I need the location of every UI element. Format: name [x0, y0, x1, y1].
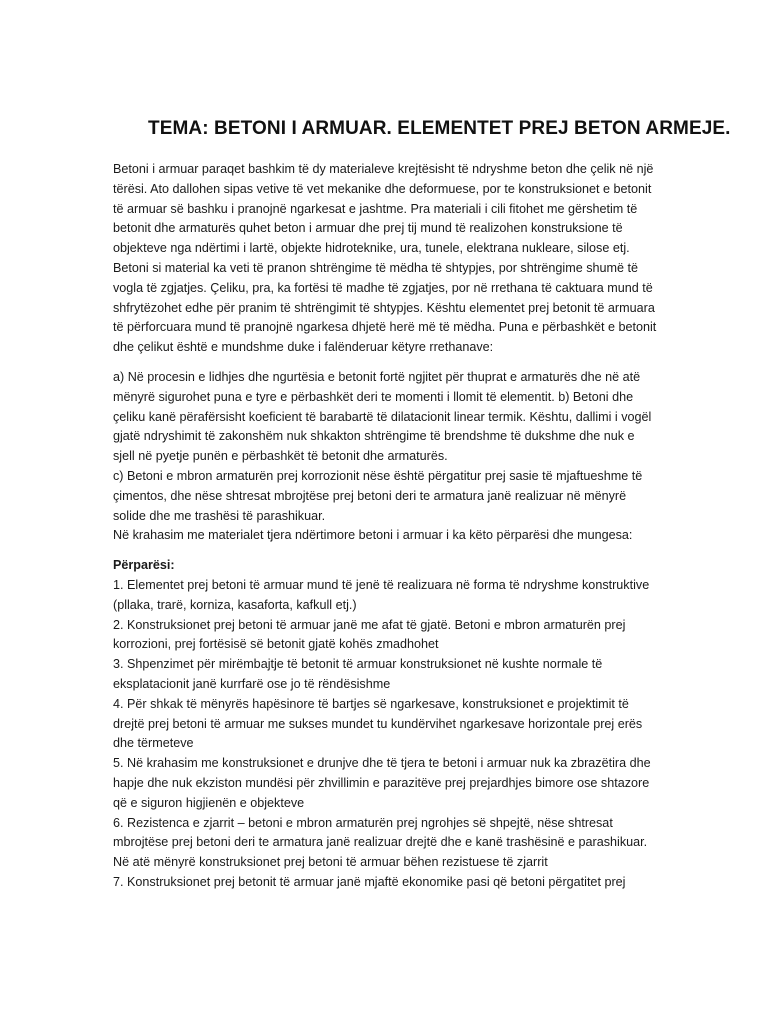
advantages-heading: Përparësi: — [113, 558, 175, 573]
paragraph-intro-1: Betoni i armuar paraqet bashkim të dy materialeve krejtësisht të ndryshme beton dhe çelik në një tërësi. Ato dallohen sipas vetive të vet mekanike dhe deformuese, por te konstruksionet e betonit të armuar së bashku i pranojnë ngarkesat e jashtme. Pra materiali i cili fitohet me gërshetim të betonit dhe armaturës quhet beton i armuar dhe prej tij mund të realizohen konstruksione të objekteve nga ndërtimi i lartë, objekte hidroteknike, ura, tunele, elektrana nukleare, silose etj. — [113, 162, 654, 256]
advantage-item-7: 7. Konstruksionet prej betonit të armuar janë mjaftë ekonomike pasi që betoni përgatitet prej — [113, 874, 626, 889]
paragraph-comparison: Në krahasim me materialet tjera ndërtimore betoni i armuar i ka këto përparësi dhe mungesa: — [113, 528, 633, 543]
advantage-item-6: 6. Rezistenca e zjarrit – betoni e mbron armaturën prej ngrohjes së shpejtë, nëse shtresat mbrojtëse prej betoni deri te armatura janë realizuar drejtë dhe e kanë trashësinë e parashikuar. Në atë mënyrë konstruksionet prej betoni të armuar bëhen rezistuese të zjarrit — [113, 815, 648, 870]
paragraph-item-a: a) Në procesin e lidhjes dhe ngurtësia e betonit fortë ngjitet për thuprat e armaturës dhe në atë mënyrë sigurohet puna e tyre e përbashkët deri te momenti i llomit të elementit. b) Betoni dhe çeliku kanë përafërsisht koeficient të barabartë të dilatacionit linear termik. Kështu, dallimi i vogël gjatë ndryshimit të zakonshëm nuk shkakton shtrëngime të brendshme të dukshme dhe nuk e sjell në pyetje punën e përbashkët të betonit dhe armaturës. — [113, 369, 652, 464]
advantage-item-4: 4. Për shkak të mënyrës hapësinore të bartjes së ngarkesave, konstruksionet e projektimit të drejtë prej betoni të armuar me sukses mundet tu kundërvihet ngarkesave horizontale prej erës dhe tërmeteve — [113, 696, 643, 751]
document-title: TEMA: BETONI I ARMUAR. ELEMENTET PREJ BETON ARMEJE. — [148, 118, 731, 139]
advantage-item-1: 1. Elementet prej betoni të armuar mund të jenë të realizuara në forma të ndryshme konstruktive (pllaka, trarë, korniza, kasaforta, kafkull etj.) — [113, 577, 650, 612]
advantage-item-5: 5. Në krahasim me konstruksionet e drunjve dhe të tjera te betoni i armuar nuk ka zbrazëtira dhe hapje dhe nuk ekziston mundësi për zhvillimin e parazitëve prej prejardhjes bimore ose shtazore që e siguron higjienën e objekteve — [113, 756, 651, 810]
advantage-item-3: 3. Shpenzimet për mirëmbajtje të betonit të armuar konstruksionet në kushte normale të eksplatacionit janë kurrfarë ose jo të rëndësishme — [113, 657, 603, 691]
paragraph-intro-2: Betoni si material ka veti të pranon shtrëngime të mëdha të shtypjes, por shtrëngime shumë të vogla të zgjatjes. Çeliku, pra, ka fortësi të madhe të zgjatjes, por në rrethana të caktuara mund të shfrytëzohet edhe për pranim të shtrëngimit të shtypjes. Kështu elementet prej betonit të armuara të përforcuara mund të pranojnë ngarkesa dhjetë herë më të mëdha. Puna e përbashkët e betonit dhe çelikut është e mundshme duke i falënderuar këtyre rrethanave: — [113, 260, 657, 355]
paragraph-gap — [113, 546, 658, 556]
advantage-item-2: 2. Konstruksionet prej betoni të armuar janë me afat të gjatë. Betoni e mbron armaturën prej korrozioni, prej fortësisë së betonit gjatë kohës zmadhohet — [113, 617, 626, 652]
paragraph-gap — [113, 358, 658, 368]
paragraph-item-c: c) Betoni e mbron armaturën prej korrozionit nëse është përgatitur prej sasie të mjaftueshme të çimentos, dhe nëse shtresat mbrojtëse prej betoni deri te armatura janë realizuar në mënyrë solide dhe me trashësi të parashikuar. — [113, 468, 643, 523]
document-body — [113, 160, 658, 893]
